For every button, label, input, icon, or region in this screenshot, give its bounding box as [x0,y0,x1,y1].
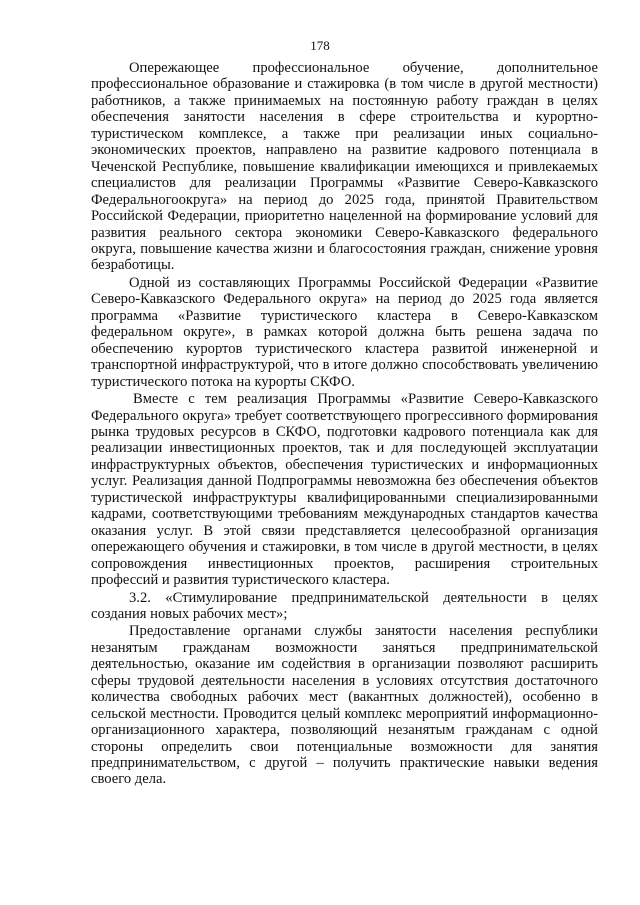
paragraph-labor-market-formation: Вместе с тем реализация Программы «Развитие Северо-Кавказского Федерального округа» требует соответствующего прогрессивного формирования рынка трудовых ресурсов в СКФО, подготовки кадрового потенциала как для реализации инвестиционных проектов, так и для последующей эксплуатации инфраструктурных объектов, обеспечения туристических и информационных услуг. Реализация данной Подпрограммы невозможна без обеспечения объектов туристической инфраструктуры квалифицированными специализированными кадрами, соответствующими требованиям международных стандартов качества оказания услуг. В этой связи представляется целесообразной организация опережающего обучения и стажировки, в том числе в другой местности, в целях сопровождения инвестиционных проектов, расширения строительных профессий и развития туристического кластера. [91,391,598,589]
section-heading-3-2: 3.2. «Стимулирование предпринимательской деятельности в целях создания новых рабочих мест»; [91,589,598,622]
paragraph-entrepreneurship-support: Предоставление органами службы занятости населения республики незанятым гражданам возможности заняться предпринимательской деятельностью, оказание им содействия в организации позволяют расширить сферы трудовой деятельности населения в условиях отсутствия достаточного количества свободных рабочих мест (вакантных должностей), особенно в сельской местности. Проводится целый комплекс мероприятий информационно-организационного характера, позволяющий незанятым гражданам с одной стороны определить свои потенциальные возможности для занятия предпринимательством, с другой – получить практические навыки ведения своего дела. [91,623,598,788]
document-body [91,60,598,789]
paragraph-advanced-training: Опережающее профессиональное обучение, дополнительное профессиональное образование и стажировка (в том числе в другой местности) работников, а также принимаемых на постоянную работу граждан в целях обеспечения занятости населения в сфере строительства и курортно-туристическом комплексе, а также при реализации иных социально-экономических проектов, направлено на развитие кадрового потенциала в Чеченской Республике, повышение квалификации имеющихся и привлекаемых специалистов для реализации Программы «Развитие Северо-Кавказского Федеральногоокруга» на период до 2025 года, принятой Правительством Российской Федерации, приоритетно нацеленной на формирование условий для развития реального сектора экономики Северо-Кавказского федерального округа, повышение качества жизни и благосостояния граждан, снижение уровня безработицы. [91,60,598,274]
page-number: 178 [310,38,330,53]
paragraph-tourism-cluster-program: Одной из составляющих Программы Российской Федерации «Развитие Северо-Кавказского Федерального округа» на период до 2025 года является программа «Развитие туристического кластера в Северо-Кавказском федеральном округе», в рамках которой должна быть решена задача по обеспечению курортов туристического кластера развитой инженерной и транспортной инфраструктурой, что в итоге должно способствовать увеличению туристического потока на курорты СКФО. [91,274,598,390]
